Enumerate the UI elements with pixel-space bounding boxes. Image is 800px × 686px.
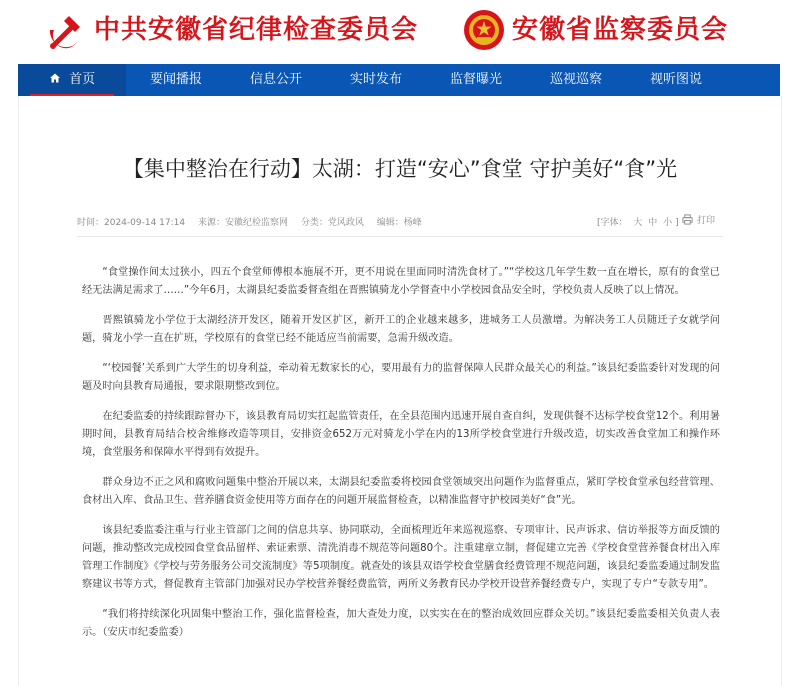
nav-item-label: 监督曝光: [449, 72, 502, 87]
article-paragraph: 群众身边不正之风和腐败问题集中整治开展以来，太湖县纪委监委将校园食堂领域突出问题作为监督重点，紧盯学校食堂承包经营管理、食材出入库、食品卫生、营养膳食资金使用等方面存在的问题开展监督检查，以精准监督守护校园美好“食”光。: [82, 477, 720, 506]
national-emblem-icon: [462, 8, 506, 52]
nav-item-label: 巡视巡察: [549, 72, 602, 87]
article-paragraph: 该县纪委监委注重与行业主管部门之间的信息共享、协同联动，全面梳理近年来巡视巡察、专项审计、民声诉求、信访举报等方面反馈的问题，推动整改完成校园食堂食品留样、索证索票、清洗消毒不规范等问题80个。注重建章立制，督促建立完善《学校食堂营养餐食材出入库管理工作制度》《学校与劳务服务公司交流制度》等5项制度。就查处的该县双语学校食堂膳食经费管理不规范问题，该县纪委监委通过制发监察建议书等方式，督促教育主管部门加强对民办学校营养餐经费监管，两所义务教育民办学校开设营养餐经费专户，实现了专户“专款专用”。: [82, 525, 720, 590]
nav-item-audiovisual[interactable]: [626, 64, 726, 96]
party-brand[interactable]: [44, 8, 418, 52]
supervision-brand-title: 安徽省监察委员会: [512, 15, 729, 45]
font-size-end: ]: [675, 218, 679, 228]
nav-item-label: 视听图说: [649, 72, 702, 87]
font-size-small[interactable]: 小: [663, 218, 673, 228]
article-paragraph: “‘校园餐’关系到广大学生的切身利益，牵动着无数家长的心，要用最有力的监督保障人民群众最关心的利益。”该县纪委监委针对发现的问题及时向县教育局通报，要求限期整改到位。: [82, 363, 720, 392]
print-button[interactable]: [682, 213, 715, 226]
party-emblem-icon: [44, 8, 88, 52]
nav-item-label: 首页: [69, 72, 96, 87]
party-brand-title: 中共安徽省纪律检查委员会: [94, 15, 419, 45]
nav-item-news[interactable]: [126, 64, 226, 96]
article-category: 分类：党风政风: [300, 218, 364, 228]
nav-item-info-disclosure[interactable]: [226, 64, 326, 96]
print-label: 打印: [697, 216, 716, 226]
nav-item-exposure[interactable]: [426, 64, 526, 96]
nav-item-label: 实时发布: [349, 72, 402, 87]
font-size-selector: [597, 215, 679, 228]
font-size-medium[interactable]: 中: [648, 218, 658, 228]
publish-time: 时间：2024-09-14 17:14: [77, 218, 186, 228]
supervision-brand[interactable]: [462, 8, 728, 52]
print-icon: [682, 214, 693, 225]
article-paragraph: “食堂操作间太过狭小，四五个食堂师傅根本施展不开，更不用说在里面同时清洗食材了。”“学校这几年学生数一直在增长，原有的食堂已经无法满足需求了……”今年6月，太湖县纪委监委督查组在晋熙镇骑龙小学督查中小学校园食品安全时，学校负责人反映了以上情况。: [82, 267, 720, 296]
site-header: [0, 0, 800, 62]
meta-divider: [77, 236, 723, 237]
main-nav: [18, 64, 780, 96]
home-icon: [49, 72, 61, 84]
article-editor: 编辑：杨峰: [376, 218, 422, 228]
article-paragraph: 在纪委监委的持续跟踪督办下，该县教育局切实扛起监管责任，在全县范围内迅速开展自查自纠，发现供餐不达标学校食堂12个。利用暑期时间，县教育局结合校舍维修改造等项目，安排资金652万元对骑龙小学在内的13所学校食堂进行升级改造，切实改善食堂加工和操作环境，食堂服务和保障水平得到有效提升。: [82, 411, 720, 458]
nav-item-label: 信息公开: [249, 72, 302, 87]
article-body: [82, 264, 720, 654]
article-paragraph: 晋熙镇骑龙小学位于太湖经济开发区，随着开发区扩区，新开工的企业越来越多，进城务工人员激增。为解决务工人员随迁子女就学问题，骑龙小学一直在扩班，学校原有的食堂已经不能适应当前需要，急需升级改造。: [82, 315, 720, 344]
article-meta: [77, 215, 432, 228]
nav-item-inspection[interactable]: [526, 64, 626, 96]
article-source: 来源：安徽纪检监察网: [197, 218, 288, 228]
nav-item-home[interactable]: [18, 64, 126, 96]
article-paragraph: “我们将持续深化巩固集中整治工作，强化监督检查，加大查处力度，以实实在在的整治成效回应群众关切。”该县纪委监委相关负责人表示。（安庆市纪委监委）: [82, 609, 720, 638]
nav-item-label: 要闻播报: [149, 72, 202, 87]
font-size-label: [字体：: [597, 218, 628, 228]
nav-item-realtime-release[interactable]: [326, 64, 426, 96]
font-size-large[interactable]: 大: [633, 218, 643, 228]
article-title: 【集中整治在行动】太湖：打造“安心”食堂 守护美好“食”光: [122, 157, 678, 181]
